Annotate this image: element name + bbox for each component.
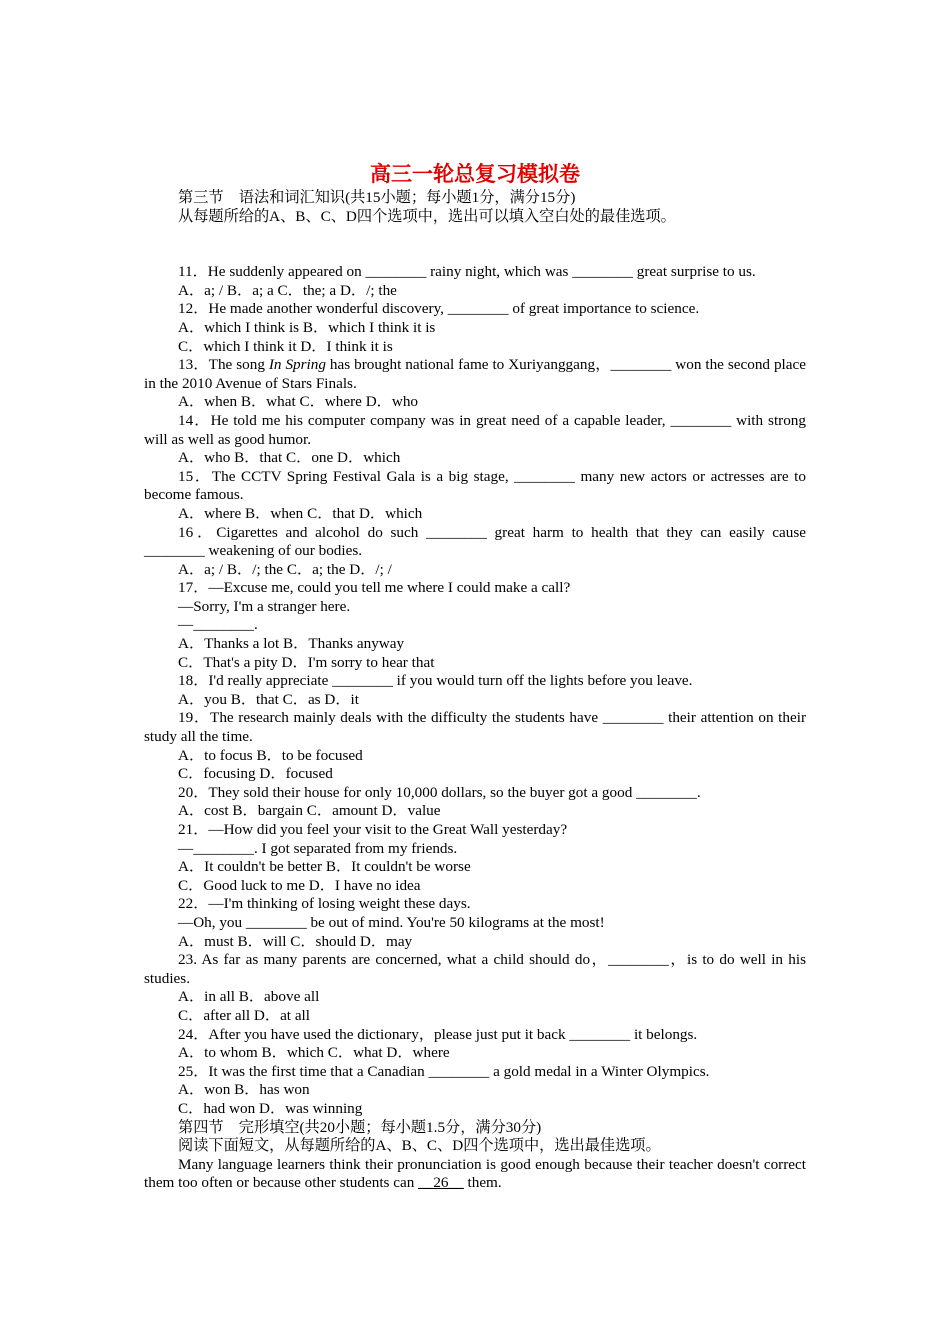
question-12-options: A．which I think is B．which I think it is (178, 318, 436, 336)
question-13-options: A．when B．what C．where D．who (178, 393, 419, 411)
question-16-options: A．a; / B．/; the C．a; the D．/; / (178, 560, 392, 578)
question-22: 22．—I'm thinking of losing weight these days. (178, 895, 471, 913)
question-22-options: A．must B．will C．should D．may (178, 932, 413, 950)
question-13 (144, 356, 806, 393)
question-23-options: A．in all B．above all (178, 988, 320, 1006)
question-15-options: A．where B．when C．that D．which (178, 504, 423, 522)
question-25: 25．It was the first time that a Canadian ________ a gold medal in a Winter Olympics. (178, 1062, 710, 1080)
question-24-options: A．to whom B．which C．what D．where (178, 1044, 450, 1062)
passage-text: Many language learners think their pronunciation is good enough because their teacher doesn't correct them too often or because other students can (144, 1155, 806, 1192)
spacer (144, 226, 806, 263)
section3-heading: 第三节 语法和词汇知识(共15小题；每小题1分，满分15分) (178, 189, 576, 206)
question-21-options: C．Good luck to me D．I have no idea (178, 876, 421, 894)
section3-instruction: 从每题所给的A、B、C、D四个选项中，选出可以填入空白处的最佳选项。 (178, 207, 676, 225)
question-12: 12．He made another wonderful discovery, ________ of great importance to science. (178, 300, 700, 318)
question-17-dialogue: —Sorry, I'm a stranger here. (178, 597, 351, 615)
document-page (144, 160, 806, 1193)
question-23: 23. As far as many parents are concerned, what a child should do，________，is to do well in his studies. (144, 951, 806, 987)
question-21-dialogue: —________. I got separated from my friends. (178, 839, 458, 857)
question-19-options: A．to focus B．to be focused (178, 746, 363, 764)
question-13-text: has brought national fame to Xuriyanggang，________ won the second place in the 2010 Avenue of Stars Finals. (144, 356, 806, 392)
question-22-dialogue: —Oh, you ________ be out of mind. You're 50 kilograms at the most! (178, 913, 605, 931)
question-25-options: A．won B．has won (178, 1081, 310, 1099)
question-15: 15．The CCTV Spring Festival Gala is a big stage, ________ many new actors or actresses are to become famous. (144, 467, 806, 504)
page-title: 高三一轮总复习模拟卷 (370, 162, 580, 186)
song-title: In Spring (268, 356, 326, 374)
cloze-passage (144, 1156, 806, 1193)
question-17-options: C．That's a pity D．I'm sorry to hear that (178, 653, 435, 671)
question-25-options: C．had won D．was winning (178, 1099, 363, 1117)
question-18: 18．I'd really appreciate ________ if you would turn off the lights before you leave. (178, 672, 693, 690)
question-16: 16．Cigarettes and alcohol do such ________ great harm to health that they can easily cause ________ weakening of our bodies. (144, 523, 806, 560)
question-24: 24．After you have used the dictionary，please just put it back ________ it belongs. (178, 1025, 698, 1043)
question-18-options: A．you B．that C．as D．it (178, 690, 359, 708)
section4-instruction: 阅读下面短文，从每题所给的A、B、C、D四个选项中，选出最佳选项。 (178, 1137, 661, 1155)
question-21-options: A．It couldn't be better B．It couldn't be worse (178, 858, 471, 876)
question-11: 11．He suddenly appeared on ________ rainy night, which was ________ great surprise to us. (178, 263, 756, 281)
question-21: 21．—How did you feel your visit to the Great Wall yesterday? (178, 821, 568, 838)
passage-text: them. (463, 1174, 502, 1192)
question-11-options: A．a; / B．a; a C．the; a D．/; the (178, 281, 397, 299)
question-20-options: A．cost B．bargain C．amount D．value (178, 802, 441, 820)
section4-heading: 第四节 完形填空(共20小题；每小题1.5分，满分30分) (178, 1118, 542, 1136)
question-17-dialogue: —________. (178, 616, 258, 634)
question-14: 14．He told me his computer company was in great need of a capable leader, ________ with strong will as well as good humor. (144, 411, 806, 448)
question-17-options: A．Thanks a lot B．Thanks anyway (178, 635, 405, 653)
question-23-options: C．after all D．at all (178, 1006, 311, 1024)
question-17: 17．—Excuse me, could you tell me where I could make a call? (178, 579, 571, 597)
question-13-text: 13．The song (178, 356, 269, 374)
question-14-options: A．who B．that C．one D．which (178, 449, 401, 467)
question-19: 19．The research mainly deals with the difficulty the students have ________ their attention on their study all the time. (144, 709, 806, 746)
question-12-options: C．which I think it D．I think it is (178, 337, 393, 355)
question-19-options: C．focusing D．focused (178, 765, 333, 783)
blank-26: __26__ (418, 1174, 464, 1192)
question-20: 20．They sold their house for only 10,000 dollars, so the buyer got a good ________. (178, 783, 701, 801)
